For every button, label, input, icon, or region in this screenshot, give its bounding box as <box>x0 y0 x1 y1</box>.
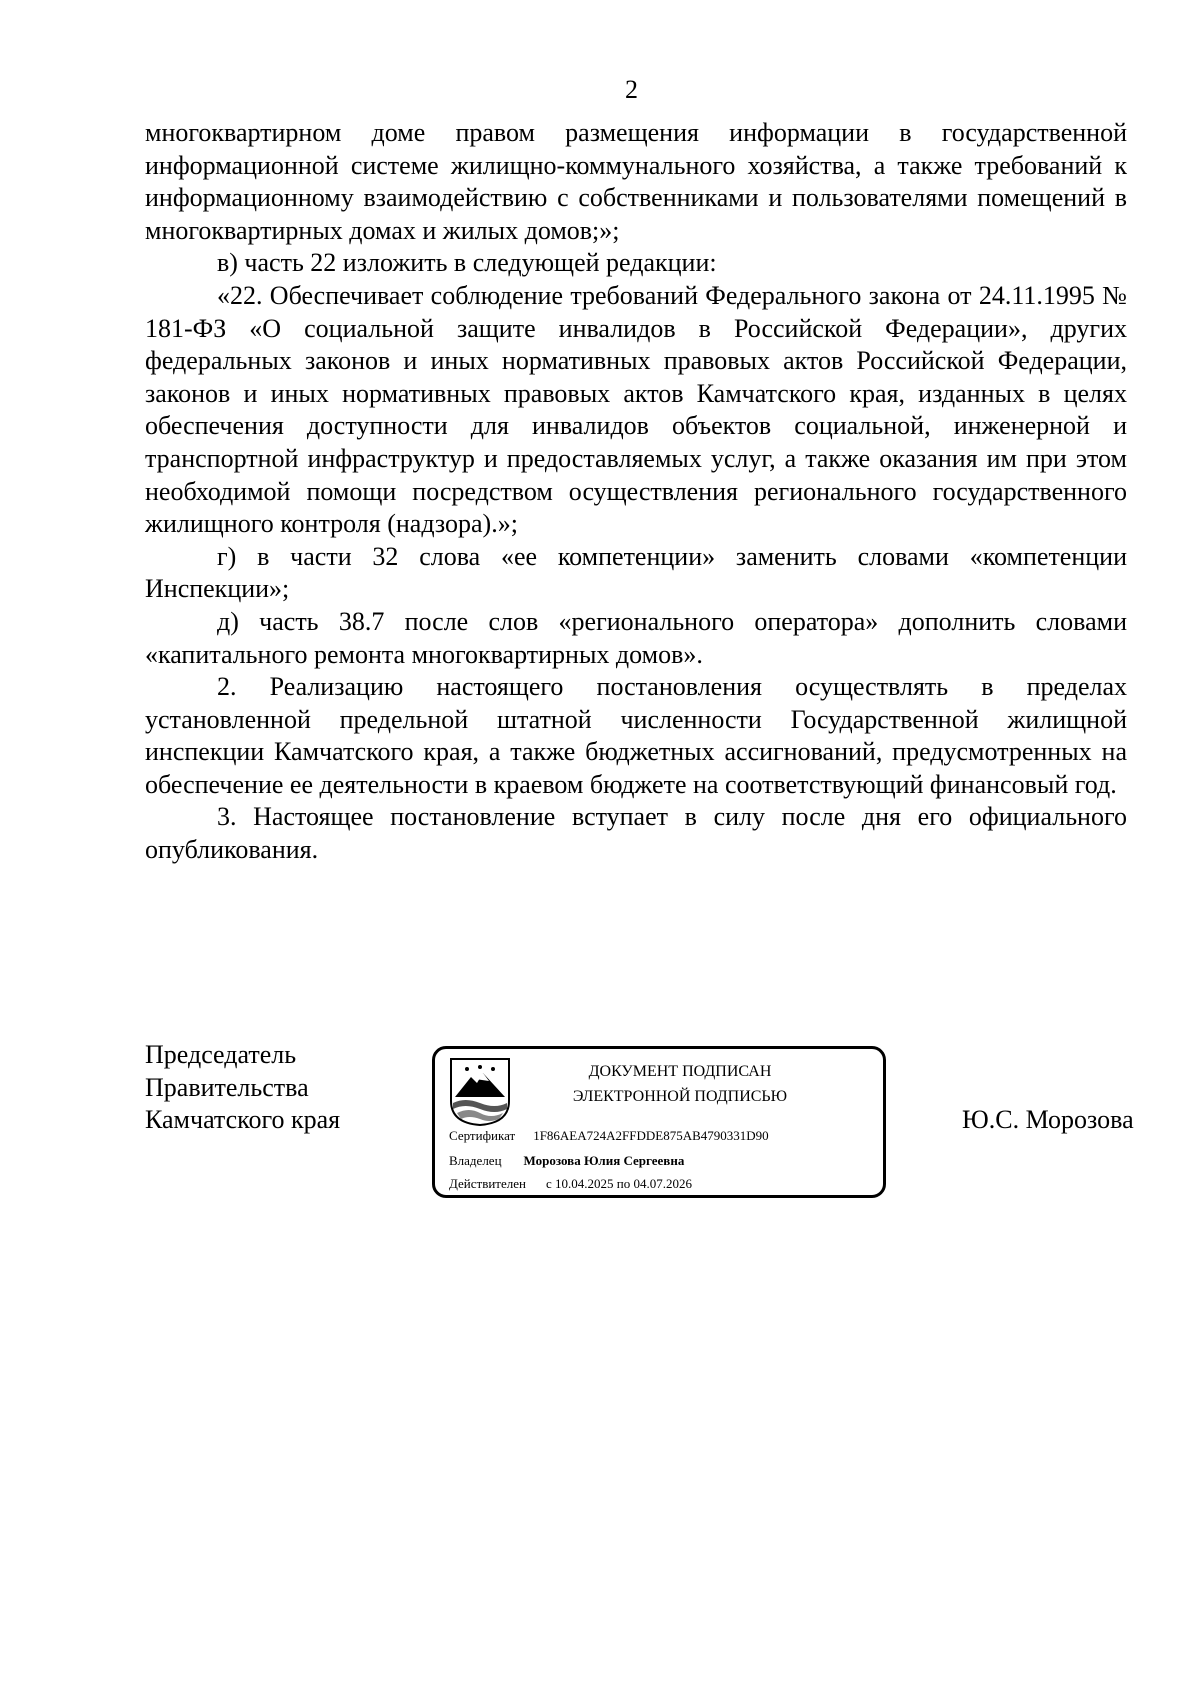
paragraph-point-2: 2. Реализацию настоящего постановления осуществлять в пределах установленной предельной штатной численности Государственной жилищной инспекции Камчатского края, а также бюджетных ассигнований, предусмотренных на обеспечение ее деятельности в краевом бюджете на соответствующий финансовый год. <box>145 672 1127 799</box>
stamp-owner-row <box>449 1153 684 1169</box>
paragraph-item-v: в) часть 22 изложить в следующей редакции: <box>217 248 717 278</box>
signer-position <box>145 1039 340 1137</box>
valid-value: с 10.04.2025 по 04.07.2026 <box>545 1176 692 1191</box>
signer-position-line: Председатель <box>145 1040 297 1069</box>
stamp-valid-row <box>449 1176 692 1192</box>
paragraph-part-22: «22. Обеспечивает соблюдение требований Федерального закона от 24.11.1995 № 181-ФЗ «О социальной защите инвалидов в Российской Федерации», других федеральных законов и иных нормативных правовых актов Российской Федерации, законов и иных нормативных правовых актов Камчатского края, изданных в целях обеспечения доступности для инвалидов объектов социальной, инженерной и транспортной инфраструктур и предоставляемых услуг, а также оказания им при этом необходимой помощи посредством осуществления регионального государственного жилищного контроля (надзора).»; <box>145 280 1127 539</box>
signer-name: Ю.С. Морозова <box>962 1105 1134 1134</box>
certificate-value: 1F86AEA724A2FFDDE875AB4790331D90 <box>533 1128 769 1143</box>
signer-position-line: Камчатского края <box>145 1105 341 1134</box>
page-number: 2 <box>625 75 638 104</box>
valid-label: Действителен <box>449 1176 526 1191</box>
electronic-signature-stamp <box>432 1046 886 1198</box>
kamchatka-emblem-icon <box>449 1057 511 1127</box>
stamp-title <box>535 1059 825 1109</box>
stamp-title-line: ДОКУМЕНТ ПОДПИСАН <box>588 1063 772 1080</box>
signer-position-line: Правительства <box>145 1072 309 1102</box>
paragraph-item-g: г) в части 32 слова «ее компетенции» заменить словами «компетенции Инспекции»; <box>145 541 1127 604</box>
document-body <box>145 117 1127 867</box>
certificate-label: Сертификат <box>449 1128 516 1143</box>
stamp-certificate-row <box>449 1128 769 1144</box>
owner-value: Морозова Юлия Сергеевна <box>523 1153 685 1168</box>
owner-label: Владелец <box>449 1153 502 1168</box>
stamp-title-line: ЭЛЕКТРОННОЙ ПОДПИСЬЮ <box>572 1088 788 1105</box>
paragraph-point-3: 3. Настоящее постановление вступает в силу после дня его официального опубликования. <box>145 802 1127 865</box>
paragraph-item-d: д) часть 38.7 после слов «регионального оператора» дополнить словами «капитального ремонта многоквартирных домов». <box>145 606 1127 669</box>
paragraph-continuation: многоквартирном доме правом размещения информации в государственной информационной системе жилищно-коммунального хозяйства, а также требований к информационному взаимодействию с собственниками и пользователями помещений в многоквартирных домах и жилых домов;»; <box>145 118 1127 245</box>
